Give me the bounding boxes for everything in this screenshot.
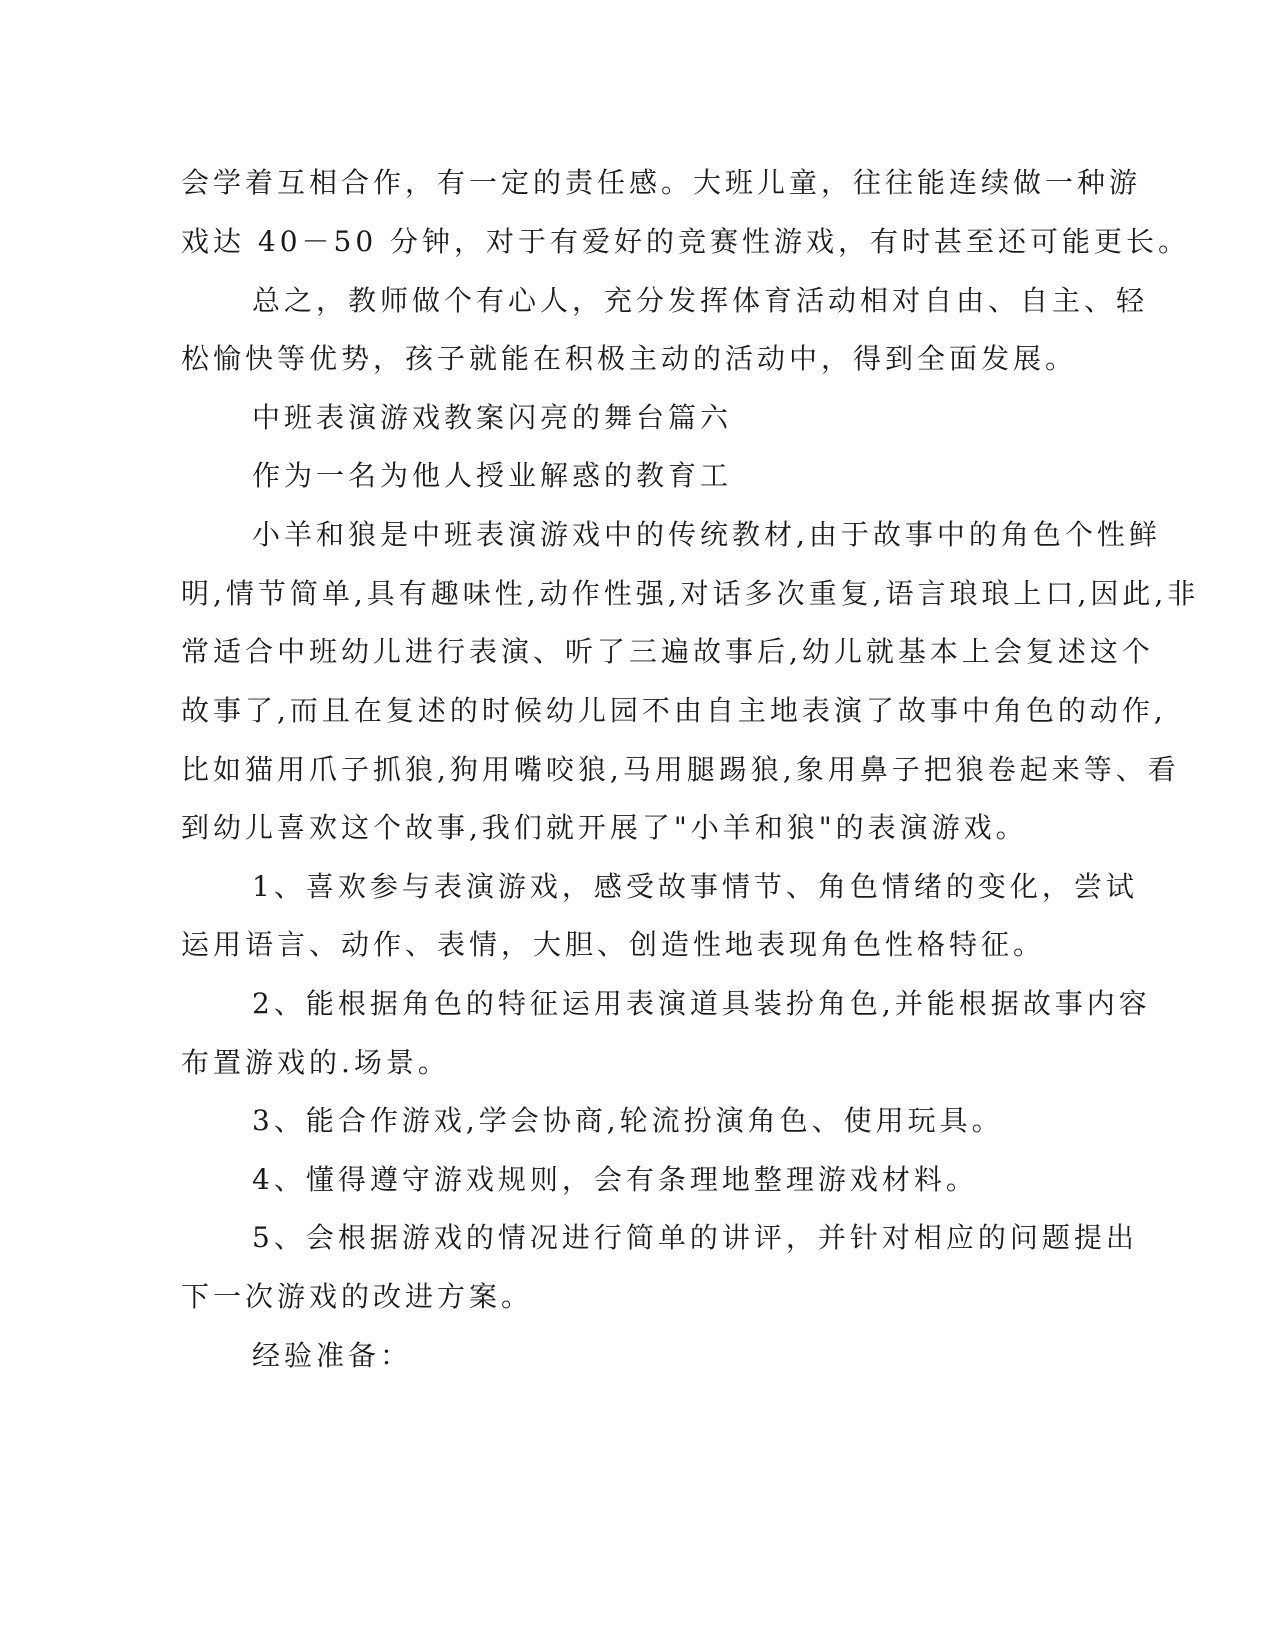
text-line-1: 会学着互相合作，有一定的责任感。大班儿童，往往能连续做一种游 [181, 166, 1142, 199]
text-line-3: 总之，教师做个有心人，充分发挥体育活动相对自由、自主、轻 [252, 284, 1149, 317]
text-line-10: 故事了,而且在复述的时候幼儿园不由自主地表演了故事中角色的动作, [181, 694, 1167, 727]
text-line-2: 戏达 40－50 分钟，对于有爱好的竞赛性游戏，有时甚至还可能更长。 [181, 225, 1191, 258]
text-line-9: 常适合中班幼儿进行表演、听了三遍故事后,幼儿就基本上会复述这个 [181, 635, 1154, 668]
subheading-experience: 经验准备： [252, 1339, 413, 1372]
section-heading: 中班表演游戏教案闪亮的舞台篇六 [252, 401, 733, 434]
list-item-1-cont: 运用语言、动作、表情，大胆、创造性地表现角色性格特征。 [181, 928, 1046, 961]
list-item-3: 3、能合作游戏,学会协商,轮流扮演角色、使用玩具。 [252, 1104, 1004, 1137]
list-item-5-cont: 下一次游戏的改进方案。 [181, 1280, 534, 1313]
text-line-7: 小羊和狼是中班表演游戏中的传统教材,由于故事中的角色个性鲜 [252, 518, 1161, 551]
list-item-5: 5、会根据游戏的情况进行简单的讲评，并针对相应的问题提出 [252, 1221, 1138, 1254]
text-line-6: 作为一名为他人授业解惑的教育工 [252, 459, 733, 492]
text-line-8: 明,情节简单,具有趣味性,动作性强,对话多次重复,语言琅琅上口,因此,非 [181, 577, 1200, 610]
list-item-2-cont: 布置游戏的.场景。 [181, 1046, 450, 1079]
text-line-11: 比如猫用爪子抓狼,狗用嘴咬狼,马用腿踢狼,象用鼻子把狼卷起来等、看 [181, 753, 1180, 786]
list-item-4: 4、懂得遵守游戏规则，会有条理地整理游戏材料。 [252, 1163, 978, 1196]
list-item-2: 2、能根据角色的特征运用表演道具装扮角色,并能根据故事内容 [252, 987, 1151, 1020]
text-line-12: 到幼儿喜欢这个故事,我们就开展了"小羊和狼"的表演游戏。 [181, 811, 1028, 844]
list-item-1: 1、喜欢参与表演游戏，感受故事情节、角色情绪的变化，尝试 [252, 870, 1138, 903]
text-line-4: 松愉快等优势，孩子就能在积极主动的活动中，得到全面发展。 [181, 342, 1078, 375]
